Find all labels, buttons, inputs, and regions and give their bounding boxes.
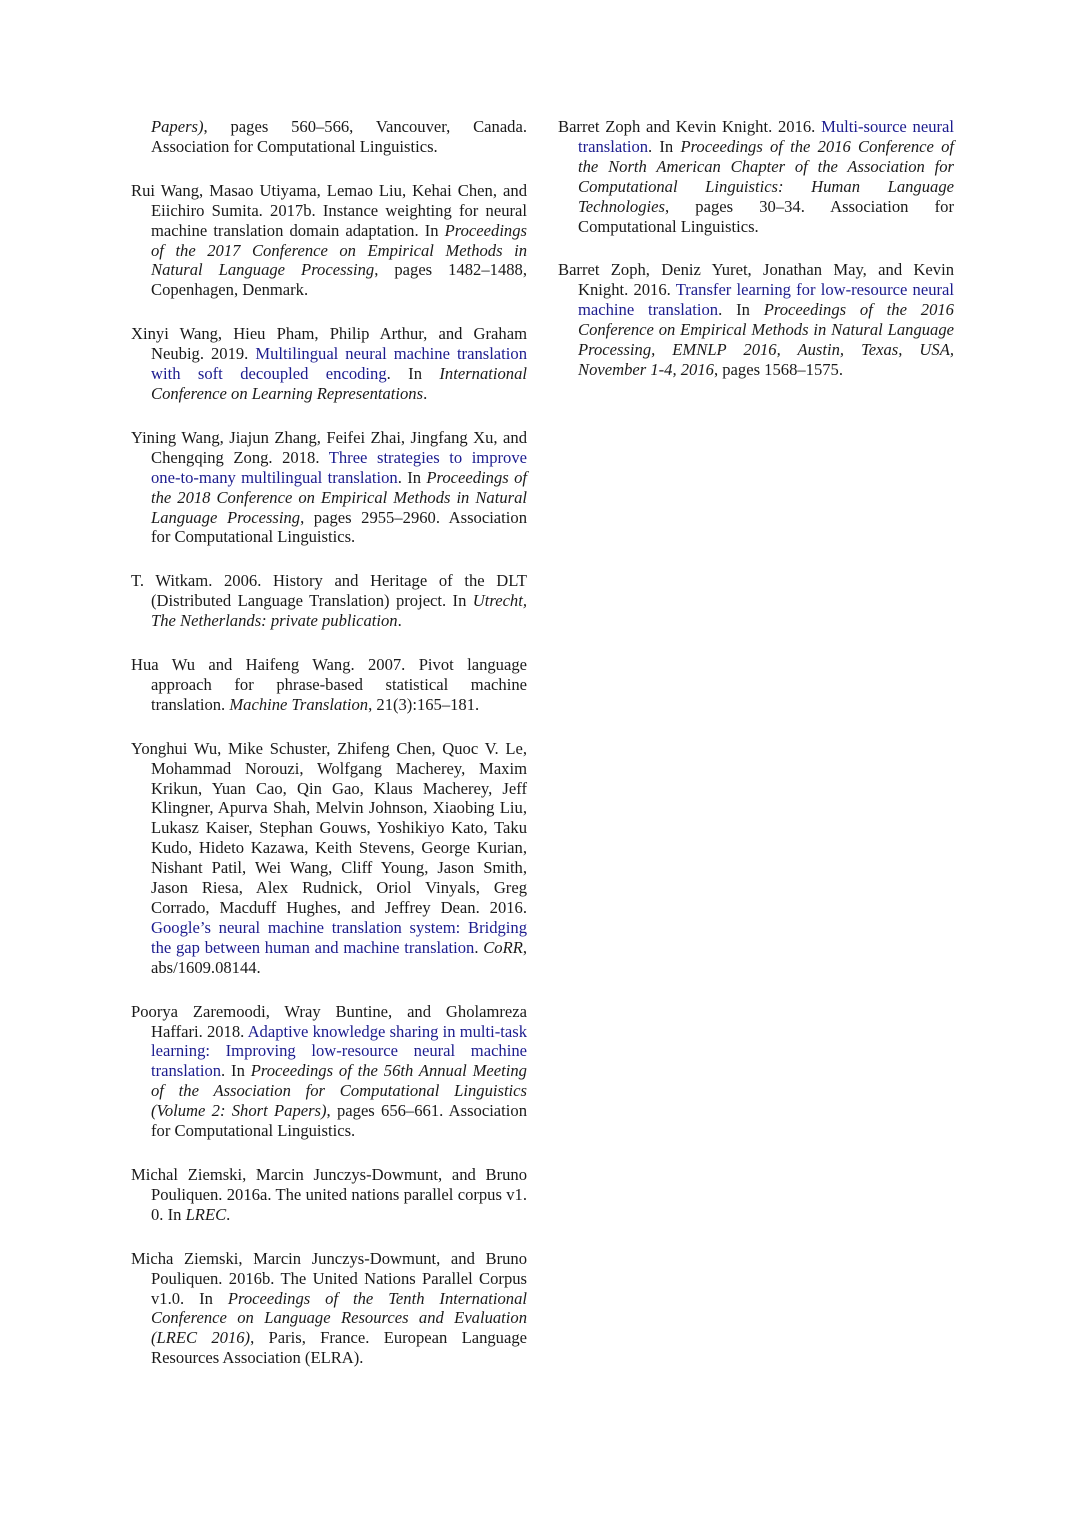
reference-venue: Proceedings of the 2018 Conference on Empirical Methods in Natural Language Processing: [151, 467, 527, 527]
reference-text: Rui Wang, Masao Utiyama, Lemao Liu, Kehai Chen, and Eiichiro Sumita. 2017b. Instance weighting for neural machine translation domain adaptation. In: [131, 180, 527, 240]
reference-text: .: [423, 383, 428, 403]
reference-text: Micha Ziemski, Marcin Junczys-Dowmunt, and Bruno Pouliquen. 2016b. The United Nations Parallel Corpus v1.0. In: [131, 1248, 527, 1308]
reference-venue: International Conference on Learning Representations: [151, 364, 527, 403]
reference-entry: [131, 181, 527, 300]
reference-entry: [131, 117, 527, 157]
reference-text: . In: [221, 1061, 251, 1081]
reference-text: , pages 1568–1575.: [713, 359, 844, 379]
reference-venue: Machine Translation: [229, 694, 369, 714]
reference-title-link[interactable]: Google’s neural machine translation system: Bridging the gap between human and machine translation: [151, 917, 527, 957]
reference-title-link[interactable]: Multi-source neural translation: [578, 117, 955, 156]
reference-venue: Proceedings of the 2016 Conference of the North American Chapter of the Association for Computational Linguistics: Human Language Technologies: [578, 136, 954, 216]
reference-entry: [131, 1002, 527, 1141]
reference-text: . In: [386, 364, 440, 384]
reference-text: , Paris, France. European Language Resources Association (ELRA).: [151, 1328, 527, 1368]
reference-text: Barret Zoph and Kevin Knight. 2016.: [558, 117, 822, 136]
reference-venue: Papers): [151, 117, 204, 136]
reference-entry: [131, 1249, 527, 1368]
reference-entry: [131, 324, 527, 404]
reference-venue: Proceedings of the 2017 Conference on Empirical Methods in Natural Language Processing: [151, 220, 527, 280]
reference-text: Yonghui Wu, Mike Schuster, Zhifeng Chen, Quoc V. Le, Mohammad Norouzi, Wolfgang Macherey, Maxim Krikun, Yuan Cao, Qin Gao, Klaus Macherey, Jeff Klingner, Apurva Shah, Melvin Johnson, Xiaobing Liu, Lukasz Kaiser, Stephan Gouws, Yoshikiyo Kato, Taku Kudo, Hideto Kazawa, Keith Stevens, George Kurian, Nishant Patil, Wei Wang, Cliff Young, Jason Smith, Jason Riesa, Alex Rudnick, Oriol Vinyals, Greg Corrado, Macduff Hughes, and Jeffrey Dean. 2016.: [131, 738, 527, 917]
reference-title-link[interactable]: Multilingual neural machine translation with soft decoupled encoding: [151, 344, 527, 384]
reference-text: Yining Wang, Jiajun Zhang, Feifei Zhai, Jingfang Xu, and Chengqing Zong. 2018.: [131, 427, 527, 467]
reference-venue: Proceedings of the Tenth International Conference on Language Resources and Evaluation (LREC 2016): [151, 1288, 527, 1348]
reference-title-link[interactable]: Adaptive knowledge sharing in multi-task learning: Improving low-resource neural machine translation: [151, 1021, 528, 1081]
reference-column-left: [131, 117, 527, 1392]
reference-text: Hua Wu and Haifeng Wang. 2007. Pivot language approach for phrase-based statistical machine translation.: [131, 655, 527, 714]
reference-venue: Utrecht, The Netherlands: private publication: [151, 591, 527, 631]
reference-text: Xinyi Wang, Hieu Pham, Philip Arthur, and Graham Neubig. 2019.: [131, 324, 527, 364]
reference-text: , pages 2955–2960. Association for Computational Linguistics.: [151, 507, 527, 547]
reference-text: . In: [648, 136, 681, 156]
reference-text: T. Witkam. 2006. History and Heritage of the DLT (Distributed Language Translation) project. In: [131, 571, 527, 611]
reference-title-link[interactable]: Transfer learning for low-resource neural machine translation: [578, 280, 954, 320]
reference-entry: [131, 571, 527, 631]
reference-venue: CoRR: [483, 937, 523, 957]
reference-entry: [131, 428, 527, 547]
reference-text: Michal Ziemski, Marcin Junczys-Dowmunt, and Bruno Pouliquen. 2016a. The united nations parallel corpus v1. 0. In: [131, 1164, 527, 1224]
reference-entry: [558, 117, 954, 236]
reference-text: Poorya Zaremoodi, Wray Buntine, and Gholamreza Haffari. 2018.: [131, 1001, 527, 1041]
reference-venue: Proceedings of the 56th Annual Meeting of the Association for Computational Linguistics (Volume 2: Short Papers): [151, 1061, 527, 1121]
reference-text: Barret Zoph, Deniz Yuret, Jonathan May, and Kevin Knight. 2016.: [558, 260, 954, 300]
reference-text: .: [474, 937, 484, 957]
reference-column-right: [558, 117, 954, 404]
reference-text: , abs/1609.08144.: [151, 937, 528, 977]
reference-text: , pages 1482–1488, Copenhagen, Denmark.: [151, 260, 527, 300]
reference-entry: [558, 260, 954, 379]
reference-text: . In: [718, 300, 764, 320]
reference-text: .: [397, 611, 402, 631]
reference-venue: Proceedings of the 2016 Conference on Empirical Methods in Natural Language Processing, EMNLP 2016, Austin, Texas, USA, November 1-4, 2016: [578, 300, 954, 379]
reference-text: , pages 560–566, Vancouver, Canada. Association for Computational Linguistics.: [151, 117, 527, 156]
reference-text: , pages 30–34. Association for Computational Linguistics.: [578, 196, 954, 236]
reference-entry: [131, 1165, 527, 1225]
reference-text: . In: [397, 467, 427, 487]
reference-entry: [131, 655, 527, 715]
reference-venue: LREC: [185, 1204, 227, 1224]
reference-title-link[interactable]: Three strategies to improve one-to-many multilingual translation: [151, 447, 527, 487]
reference-text: .: [226, 1204, 231, 1224]
reference-entry: [131, 739, 527, 978]
reference-text: , pages 656–661. Association for Computational Linguistics.: [151, 1101, 527, 1141]
reference-text: , 21(3):165–181.: [368, 694, 480, 714]
